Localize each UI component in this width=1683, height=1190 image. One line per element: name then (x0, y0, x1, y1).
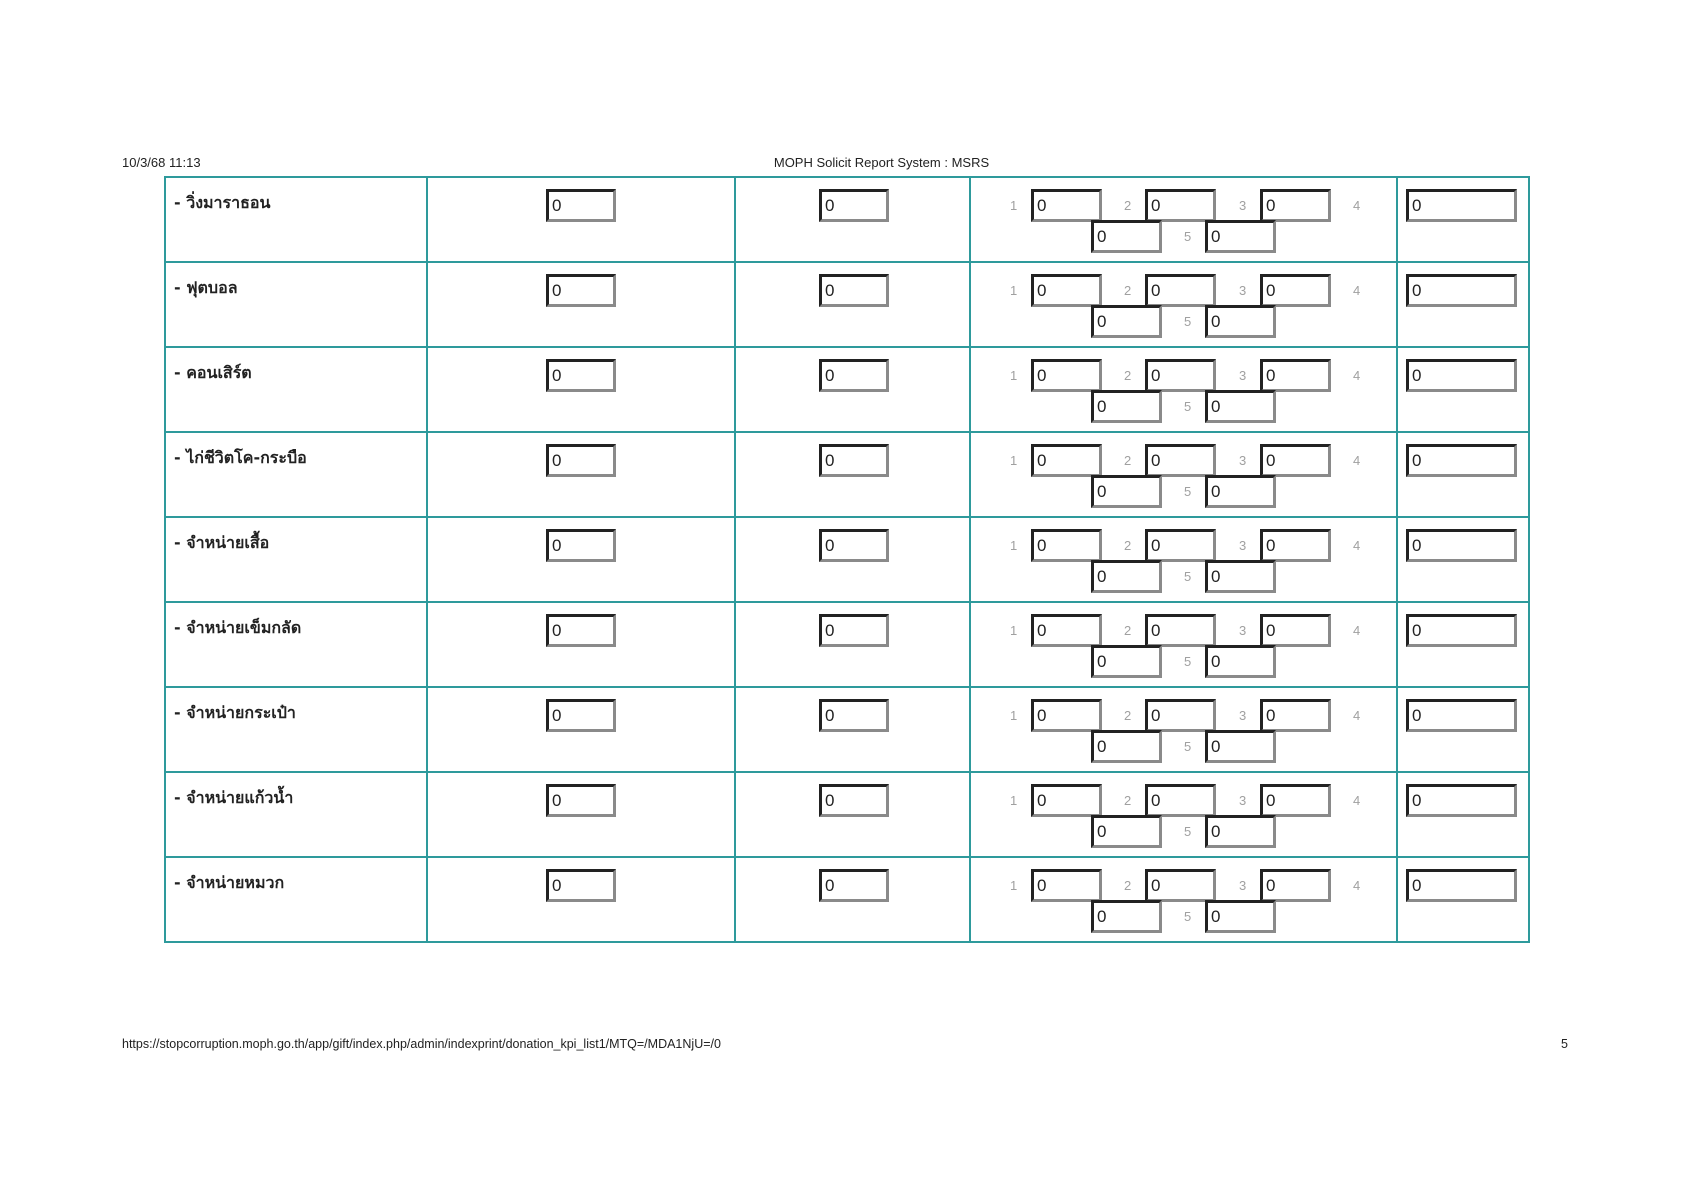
total-input[interactable]: 0 (1406, 784, 1517, 817)
slot-number-1: 1 (1010, 198, 1018, 213)
slot-number-2: 2 (1124, 453, 1132, 468)
value-input-2[interactable]: 0 (546, 444, 616, 477)
slot-input-2[interactable]: 0 (1145, 784, 1216, 817)
slot-number-4: 4 (1353, 623, 1361, 638)
total-cell (1397, 772, 1529, 857)
activity-label: - จำหน่ายแก้วน้ำ (174, 788, 294, 807)
slot-number-1: 1 (1010, 283, 1018, 298)
donation-kpi-table (164, 176, 1530, 943)
activity-label: - วิ่งมาราธอน (174, 193, 271, 212)
slot-input-3[interactable]: 0 (1260, 274, 1331, 307)
footer-url: https://stopcorruption.moph.go.th/app/gift/index.php/admin/indexprint/donation_kpi_list1/MTQ=/MDA1NjU=/0 (122, 1037, 721, 1051)
slot-number-4: 4 (1353, 878, 1361, 893)
slot-number-3: 3 (1239, 623, 1247, 638)
total-input[interactable]: 0 (1406, 614, 1517, 647)
value-cell-2 (427, 857, 735, 942)
table-row (165, 857, 1529, 942)
slot-number-4: 4 (1353, 368, 1361, 383)
slot-input-3[interactable]: 0 (1260, 189, 1331, 222)
slot-number-2: 2 (1124, 368, 1132, 383)
activity-label: - ฟุตบอล (174, 278, 238, 297)
slot-number-3: 3 (1239, 793, 1247, 808)
slot-number-3: 3 (1239, 198, 1247, 213)
value-cell-3 (735, 687, 970, 772)
table-row (165, 517, 1529, 602)
activity-cell (165, 347, 427, 432)
slot-input-2[interactable]: 0 (1145, 189, 1216, 222)
slot-input-2[interactable]: 0 (1145, 274, 1216, 307)
value-input-2[interactable]: 0 (546, 614, 616, 647)
total-input[interactable]: 0 (1406, 189, 1517, 222)
slot-input-4[interactable]: 0 (1091, 900, 1162, 933)
slot-input-1[interactable]: 0 (1031, 784, 1102, 817)
value-input-2[interactable]: 0 (546, 274, 616, 307)
slot-input-5[interactable]: 0 (1205, 730, 1276, 763)
slot-number-5: 5 (1184, 909, 1192, 924)
slot-input-3[interactable]: 0 (1260, 359, 1331, 392)
total-cell (1397, 602, 1529, 687)
slot-number-3: 3 (1239, 368, 1247, 383)
slot-number-5: 5 (1184, 484, 1192, 499)
total-cell (1397, 177, 1529, 262)
slot-number-4: 4 (1353, 793, 1361, 808)
slot-input-4[interactable]: 0 (1091, 475, 1162, 508)
value-cell-3 (735, 432, 970, 517)
slot-input-1[interactable]: 0 (1031, 699, 1102, 732)
slot-number-2: 2 (1124, 878, 1132, 893)
activity-cell (165, 687, 427, 772)
slot-input-5[interactable]: 0 (1205, 390, 1276, 423)
slot-number-5: 5 (1184, 654, 1192, 669)
slot-number-3: 3 (1239, 538, 1247, 553)
slot-input-5[interactable]: 0 (1205, 900, 1276, 933)
value-input-2[interactable]: 0 (546, 189, 616, 222)
slot-number-3: 3 (1239, 283, 1247, 298)
table-row (165, 602, 1529, 687)
slot-number-1: 1 (1010, 368, 1018, 383)
slot-input-1[interactable]: 0 (1031, 189, 1102, 222)
slot-number-3: 3 (1239, 453, 1247, 468)
slot-input-2[interactable]: 0 (1145, 869, 1216, 902)
table-row (165, 262, 1529, 347)
slot-number-1: 1 (1010, 708, 1018, 723)
slot-number-4: 4 (1353, 708, 1361, 723)
slot-input-3[interactable]: 0 (1260, 444, 1331, 477)
slot-cell (970, 602, 1397, 687)
value-input-2[interactable]: 0 (546, 529, 616, 562)
slot-cell (970, 772, 1397, 857)
table-row (165, 687, 1529, 772)
slot-input-3[interactable]: 0 (1260, 869, 1331, 902)
activity-cell (165, 517, 427, 602)
table-row (165, 177, 1529, 262)
slot-input-5[interactable]: 0 (1205, 305, 1276, 338)
total-cell (1397, 857, 1529, 942)
activity-cell (165, 857, 427, 942)
slot-input-4[interactable]: 0 (1091, 220, 1162, 253)
value-input-3[interactable]: 0 (819, 784, 889, 817)
value-cell-3 (735, 602, 970, 687)
activity-cell (165, 432, 427, 517)
value-cell-2 (427, 517, 735, 602)
activity-cell (165, 772, 427, 857)
slot-cell (970, 347, 1397, 432)
activity-cell (165, 177, 427, 262)
total-cell (1397, 262, 1529, 347)
slot-number-1: 1 (1010, 453, 1018, 468)
slot-input-3[interactable]: 0 (1260, 699, 1331, 732)
slot-number-3: 3 (1239, 878, 1247, 893)
slot-input-5[interactable]: 0 (1205, 645, 1276, 678)
slot-input-1[interactable]: 0 (1031, 869, 1102, 902)
activity-cell (165, 602, 427, 687)
total-cell (1397, 432, 1529, 517)
value-input-2[interactable]: 0 (546, 699, 616, 732)
slot-input-1[interactable]: 0 (1031, 274, 1102, 307)
slot-input-2[interactable]: 0 (1145, 614, 1216, 647)
slot-input-4[interactable]: 0 (1091, 645, 1162, 678)
slot-input-3[interactable]: 0 (1260, 784, 1331, 817)
slot-number-1: 1 (1010, 793, 1018, 808)
table-row (165, 432, 1529, 517)
slot-input-1[interactable]: 0 (1031, 444, 1102, 477)
slot-input-4[interactable]: 0 (1091, 305, 1162, 338)
slot-input-5[interactable]: 0 (1205, 220, 1276, 253)
total-input[interactable]: 0 (1406, 699, 1517, 732)
slot-number-4: 4 (1353, 283, 1361, 298)
value-input-3[interactable]: 0 (819, 274, 889, 307)
slot-input-5[interactable]: 0 (1205, 560, 1276, 593)
slot-input-1[interactable]: 0 (1031, 359, 1102, 392)
activity-label: - จำหน่ายเข็มกลัด (174, 618, 302, 637)
value-cell-2 (427, 687, 735, 772)
total-input[interactable]: 0 (1406, 529, 1517, 562)
value-input-3[interactable]: 0 (819, 614, 889, 647)
total-input[interactable]: 0 (1406, 359, 1517, 392)
value-cell-3 (735, 262, 970, 347)
slot-input-2[interactable]: 0 (1145, 359, 1216, 392)
value-cell-3 (735, 347, 970, 432)
value-input-3[interactable]: 0 (819, 699, 889, 732)
slot-number-4: 4 (1353, 198, 1361, 213)
activity-label: - ไก่ชีวิตโค-กระบือ (174, 448, 307, 467)
slot-number-5: 5 (1184, 569, 1192, 584)
value-input-2[interactable]: 0 (546, 359, 616, 392)
page-number: 5 (1561, 1037, 1568, 1051)
slot-number-2: 2 (1124, 793, 1132, 808)
activity-label: - จำหน่ายหมวก (174, 873, 285, 892)
print-datetime: 10/3/68 11:13 (122, 155, 201, 170)
slot-number-5: 5 (1184, 229, 1192, 244)
slot-input-4[interactable]: 0 (1091, 390, 1162, 423)
slot-input-3[interactable]: 0 (1260, 614, 1331, 647)
value-cell-2 (427, 602, 735, 687)
total-cell (1397, 517, 1529, 602)
total-input[interactable]: 0 (1406, 869, 1517, 902)
slot-cell (970, 262, 1397, 347)
slot-number-4: 4 (1353, 538, 1361, 553)
slot-number-1: 1 (1010, 538, 1018, 553)
slot-input-2[interactable]: 0 (1145, 529, 1216, 562)
total-cell (1397, 687, 1529, 772)
value-cell-2 (427, 432, 735, 517)
slot-input-4[interactable]: 0 (1091, 560, 1162, 593)
value-cell-3 (735, 772, 970, 857)
slot-input-5[interactable]: 0 (1205, 475, 1276, 508)
activity-label: - คอนเสิร์ต (174, 363, 252, 382)
value-cell-3 (735, 177, 970, 262)
slot-number-3: 3 (1239, 708, 1247, 723)
value-input-3[interactable]: 0 (819, 189, 889, 222)
table-row (165, 772, 1529, 857)
page-header-title: MOPH Solicit Report System : MSRS (773, 155, 990, 170)
slot-number-5: 5 (1184, 824, 1192, 839)
value-input-3[interactable]: 0 (819, 869, 889, 902)
table-row (165, 347, 1529, 432)
slot-input-4[interactable]: 0 (1091, 815, 1162, 848)
value-cell-2 (427, 177, 735, 262)
activity-label: - จำหน่ายเสื้อ (174, 533, 270, 552)
value-cell-2 (427, 772, 735, 857)
slot-number-2: 2 (1124, 538, 1132, 553)
slot-cell (970, 687, 1397, 772)
value-cell-2 (427, 262, 735, 347)
slot-number-2: 2 (1124, 198, 1132, 213)
total-input[interactable]: 0 (1406, 444, 1517, 477)
slot-number-5: 5 (1184, 399, 1192, 414)
value-cell-3 (735, 517, 970, 602)
activity-cell (165, 262, 427, 347)
slot-cell (970, 432, 1397, 517)
value-input-3[interactable]: 0 (819, 359, 889, 392)
value-input-2[interactable]: 0 (546, 784, 616, 817)
slot-number-2: 2 (1124, 623, 1132, 638)
slot-number-4: 4 (1353, 453, 1361, 468)
slot-number-5: 5 (1184, 314, 1192, 329)
total-cell (1397, 347, 1529, 432)
slot-input-2[interactable]: 0 (1145, 444, 1216, 477)
slot-input-4[interactable]: 0 (1091, 730, 1162, 763)
slot-number-2: 2 (1124, 283, 1132, 298)
slot-cell (970, 517, 1397, 602)
slot-input-1[interactable]: 0 (1031, 614, 1102, 647)
slot-input-3[interactable]: 0 (1260, 529, 1331, 562)
slot-input-5[interactable]: 0 (1205, 815, 1276, 848)
value-cell-3 (735, 857, 970, 942)
slot-number-2: 2 (1124, 708, 1132, 723)
slot-cell (970, 177, 1397, 262)
slot-number-1: 1 (1010, 623, 1018, 638)
total-input[interactable]: 0 (1406, 274, 1517, 307)
activity-label: - จำหน่ายกระเป๋า (174, 703, 296, 722)
slot-input-2[interactable]: 0 (1145, 699, 1216, 732)
slot-number-5: 5 (1184, 739, 1192, 754)
value-input-3[interactable]: 0 (819, 529, 889, 562)
value-input-2[interactable]: 0 (546, 869, 616, 902)
value-cell-2 (427, 347, 735, 432)
slot-number-1: 1 (1010, 878, 1018, 893)
slot-input-1[interactable]: 0 (1031, 529, 1102, 562)
slot-cell (970, 857, 1397, 942)
value-input-3[interactable]: 0 (819, 444, 889, 477)
